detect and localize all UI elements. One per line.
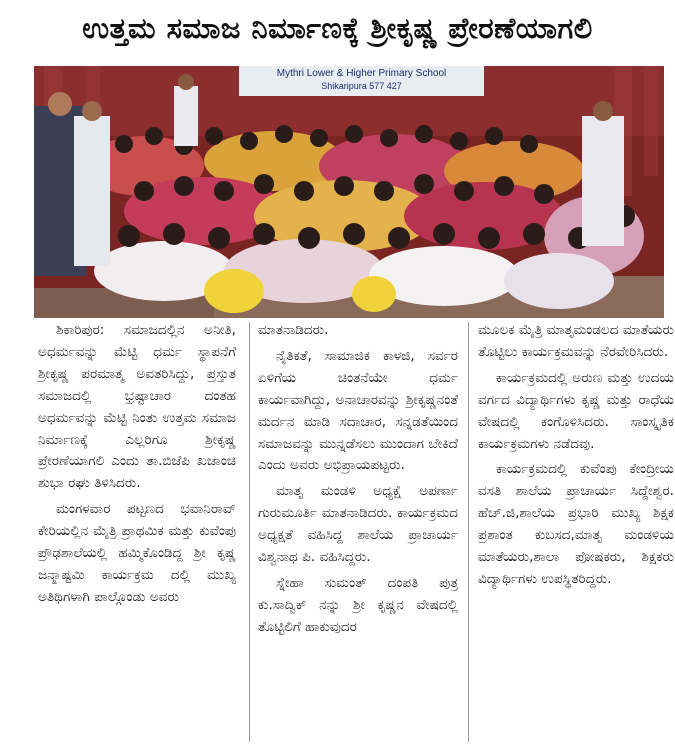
article-paragraph: ಶಿಕಾರಿಪುರ: ಸಮಾಜದಲ್ಲಿನ ಅನೀತಿ, ಅಧರ್ಮವನ್ನು ಮೆಟ್ಟಿ ಧರ್ಮ ಸ್ಥಾಪನೆಗೆ ಶ್ರೀಕೃಷ್ಣ ಪರಮಾತ್ಮ ಅವತರಿಸಿದ್ದು, ಪ್ರಸ್ತುತ ಸಮಾಜದಲ್ಲಿ ಭ್ರಷ್ಟಾಚಾರ ದಂತಹ ಅಧರ್ಮವನ್ನು ಮೆಟ್ಟಿ ನಿಂತು ಉತ್ತಮ ಸಮಾಜ ನಿರ್ಮಾಣಕ್ಕೆ ಎಲ್ಲರಿಗೂ ಶ್ರೀಕೃಷ್ಣ ಪ್ರೇರಣೆಯಾಗಲಿ ಎಂದು ತಾ.ಬಿಜೆಪಿ ಖಜಾಂಚಿ ಶುಭಾ ರಘು ತಿಳಿಸಿದರು. [38,322,236,492]
banner-school-name: Mythri Lower & Higher Primary School [276,68,447,79]
banner-school-location: Shikaripura 577 427 [321,81,402,91]
article-paragraph: ಕಾರ್ಯಕ್ರಮದಲ್ಲಿ ಅರುಣ ಮತ್ತು ಉದಯ ವರ್ಗದ ವಿದ್ಯಾರ್ಥಿಗಳು ಕೃಷ್ಣ ಮತ್ತು ರಾಧೆಯ ವೇಷದಲ್ಲಿ ಕಂಗೊಳಿಸಿದರು. ಸಾಂಸ್ಕೃತಿಕ ಕಾರ್ಯಕ್ರಮಗಳು ನಡೆದವು. [478,369,674,452]
article-column-2 [258,320,458,746]
article-paragraph: ಸ್ನೇಹಾ ಸುಮಂತ್ ದಂಪತಿ ಪುತ್ರ ಕು.ಸಾದ್ವಿಕ್ ನನ್ನು ಶ್ರೀ ಕೃಷ್ಣನ ವೇಷದಲ್ಲಿ ತೊಟ್ಟಿಲಿಗೆ ಹಾಕುವುದರ [258,574,458,635]
article-column-3 [478,320,674,746]
article-body [38,320,674,746]
article-paragraph: ಮೂಲಕ ಮೈತ್ರಿ ಮಾತೃಮಂಡಲದ ಮಾತೆಯರು ತೊಟ್ಟಿಲು ಕಾರ್ಯಕ್ರಮವನ್ನು ನೆರವೇರಿಸಿದರು. [478,322,674,360]
article-paragraph: ಕಾರ್ಯಕ್ರಮದಲ್ಲಿ ಕುವೆಂಪು ಕೇಂದ್ರೀಯ ವಸತಿ ಶಾಲೆಯ ಪ್ರಾಚಾರ್ಯ ಸಿದ್ದೇಶ್ವರ. ಹೆಚ್.ಜಿ,ಶಾಲೆಯ ಪ್ರಭಾರಿ ಮುಖ್ಯ ಶಿಕ್ಷಕ ಪ್ರಶಾಂತ ಕುಬಸದ,ಮಾತೃ ಮಂಡಳಿಯ ಮಾತೆಯರು,ಶಾಲಾ ಪೋಷಕರು, ಶಿಕ್ಷಕರು ವಿದ್ಯಾರ್ಥಿಗಳು ಉಪಸ್ಥಿತರಿದ್ದರು. [478,461,674,587]
article-paragraph: ನೈತಿಕತೆ, ಸಾಮಾಜಿಕ ಕಾಳಜಿ, ಸರ್ವರ ಏಳಿಗೆಯ ಚಿಂತನೆಯೇ ಧರ್ಮ ಕಾರ್ಯವಾಗಿದ್ದು, ಅನಾಚಾರವನ್ನು ಶ್ರೀಕೃಷ್ಣನಂತೆ ಮರ್ದನ ಮಾಡಿ ಸದಾಚಾರ, ಸನ್ನಡತೆಯಿಂದ ಸಮಾಜವನ್ನು ಮುನ್ನಡೆಸಲು ಮುಂದಾಗ ಬೇಕಿದೆ ಎಂದು ಅವರು ಅಭಿಪ್ರಾಯಪಟ್ಟರು. [258,347,458,474]
article-column-1 [38,320,236,746]
headline: ಉತ್ತಮ ಸಮಾಜ ನಿರ್ಮಾಣಕ್ಕೆ ಶ್ರೀಕೃಷ್ಣ ಪ್ರೇರಣೆಯಾಗಲಿ [82,10,593,45]
article-paragraph: ಮಂಗಳವಾರ ಪಟ್ಟಣದ ಭವಾನಿರಾವ್ ಕೇರಿಯಲ್ಲಿನ ಮೈತ್ರಿ ಪ್ರಾಥಮಿಕ ಮತ್ತು ಕುವೆಂಪು ಪ್ರೌಢಶಾಲೆಯಲ್ಲಿ ಹಮ್ಮಿಕೊಂಡಿದ್ದ ಶ್ರೀ ಕೃಷ್ಣ ಜನ್ಮಾಷ್ಟಮಿ ಕಾರ್ಯಕ್ರಮ ದಲ್ಲಿ ಮುಖ್ಯ ಅತಿಥಿಗಳಾಗಿ ಪಾಲ್ಗೊಂಡು ಅವರು [38,501,236,605]
article-paragraph: ಮಾತೃ ಮಂಡಳಿ ಅಧ್ಯಕ್ಷೆ ಅಪರ್ಣಾ ಗುರುಮೂರ್ತಿ ಮಾತನಾಡಿದರು. ಕಾರ್ಯಕ್ರಮದ ಅಧ್ಯಕ್ಷತೆ ವಹಿಸಿದ್ದ ಶಾಲೆಯ ಪ್ರಾಚಾರ್ಯ ವಿಶ್ವನಾಥ ಪಿ. ವಹಿಸಿದ್ದರು. [258,483,458,566]
event-photo-illustration [34,66,664,318]
article-paragraph: ಮಾತನಾಡಿದರು. [258,322,329,338]
event-photo [34,66,664,318]
